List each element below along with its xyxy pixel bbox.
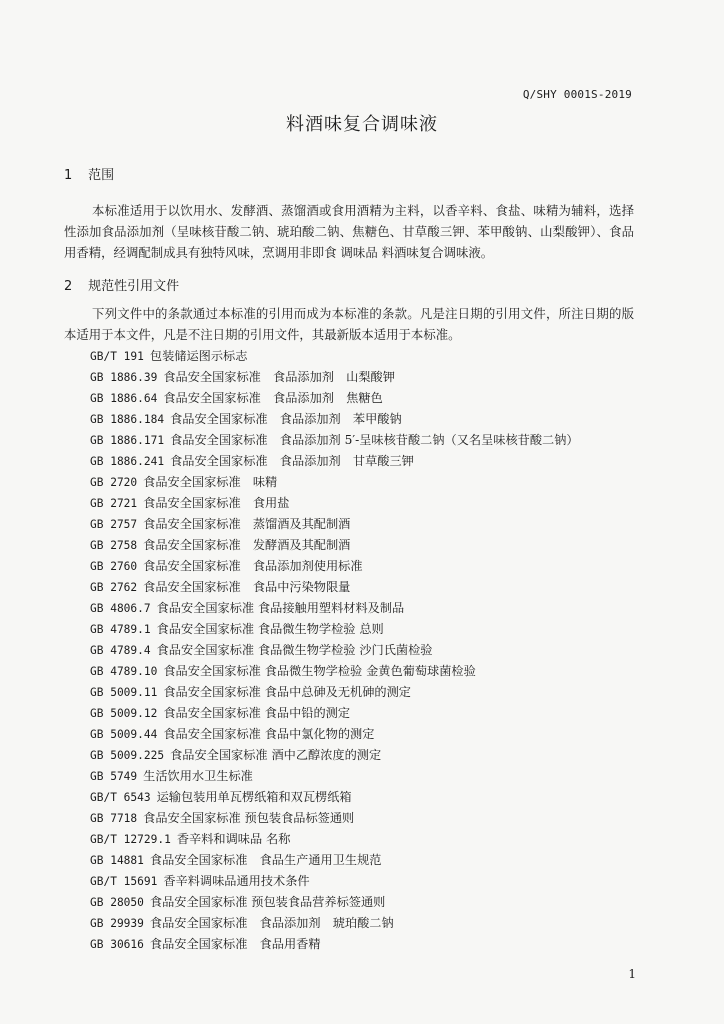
reference-item [90, 367, 650, 388]
reference-code: GB 5009.44 [90, 728, 158, 741]
reference-code: GB/T 191 [90, 350, 144, 363]
reference-code: GB 2720 [90, 476, 138, 489]
reference-code: GB 1886.241 [90, 455, 165, 468]
reference-item [90, 787, 650, 808]
reference-title: 食品安全国家标准 食品添加剂 琥珀酸二钠 [149, 916, 394, 930]
reference-item [90, 619, 650, 640]
reference-title: 食品安全国家标准 食用盐 [143, 496, 290, 510]
reference-item [90, 808, 650, 829]
reference-item [90, 766, 650, 787]
section-number: 1 [64, 168, 73, 183]
reference-item [90, 556, 650, 577]
reference-item [90, 850, 650, 871]
reference-title: 食品安全国家标准 食品添加剂 甘草酸三钾 [170, 454, 414, 468]
reference-item [90, 409, 650, 430]
reference-code: GB 1886.184 [90, 413, 165, 426]
reference-code: GB 4806.7 [90, 602, 151, 615]
reference-title: 香辛料和调味品 名称 [176, 832, 291, 846]
reference-item [90, 745, 650, 766]
reference-code: GB 5009.12 [90, 707, 158, 720]
reference-title: 食品安全国家标准 预包装食品标签通则 [143, 811, 355, 825]
reference-item [90, 934, 650, 955]
reference-code: GB 2762 [90, 581, 138, 594]
reference-item [90, 514, 650, 535]
reference-item [90, 493, 650, 514]
reference-code: GB/T 6543 [90, 791, 151, 804]
reference-item [90, 640, 650, 661]
reference-title: 生活饮用水卫生标准 [143, 769, 253, 783]
reference-title: 食品安全国家标准 食品添加剂 焦糖色 [163, 391, 383, 405]
reference-code: GB 28050 [90, 896, 144, 909]
reference-title: 食品安全国家标准 食品微生物学检验 沙门氏菌检验 [156, 643, 433, 657]
reference-title: 食品安全国家标准 食品添加剂使用标准 [143, 559, 363, 573]
page-number: 1 [628, 967, 636, 981]
section-title: 规范性引用文件 [88, 279, 180, 294]
document-title: 料酒味复合调味液 [286, 114, 438, 135]
reference-item [90, 472, 650, 493]
reference-item [90, 346, 650, 367]
reference-title: 食品安全国家标准 味精 [143, 475, 278, 489]
reference-title: 食品安全国家标准 食品微生物学检验 金黄色葡萄球菌检验 [163, 664, 476, 678]
reference-title: 食品安全国家标准 食品接触用塑料材料及制品 [156, 601, 405, 615]
reference-item [90, 430, 650, 451]
reference-code: GB 1886.39 [90, 371, 158, 384]
reference-title: 包装储运图示标志 [149, 349, 248, 363]
reference-code: GB 4789.1 [90, 623, 151, 636]
reference-code: GB 7718 [90, 812, 138, 825]
reference-code: GB 4789.4 [90, 644, 151, 657]
reference-item [90, 724, 650, 745]
reference-title: 食品安全国家标准 食品添加剂 山梨酸钾 [163, 370, 395, 384]
references-paragraph: 下列文件中的条款通过本标准的引用而成为本标准的条款。凡是注日期的引用文件，所注日期的版本适用于本文件，凡是不注日期的引用文件，其最新版本适用于本标准。 [64, 306, 634, 342]
reference-item [90, 451, 650, 472]
reference-title: 食品安全国家标准 蒸馏酒及其配制酒 [143, 517, 351, 531]
reference-code: GB/T 15691 [90, 875, 158, 888]
section-heading-references [64, 275, 179, 294]
reference-code: GB 5009.11 [90, 686, 158, 699]
reference-code: GB 30616 [90, 938, 144, 951]
reference-title: 食品安全国家标准 食品中氯化物的测定 [163, 727, 375, 741]
reference-code: GB 2757 [90, 518, 138, 531]
reference-item [90, 577, 650, 598]
reference-item [90, 598, 650, 619]
reference-code: GB/T 12729.1 [90, 833, 171, 846]
reference-code: GB 5009.225 [90, 749, 165, 762]
reference-list [90, 346, 650, 955]
reference-title: 食品安全国家标准 食品中污染物限量 [143, 580, 351, 594]
reference-title: 食品安全国家标准 食品添加剂 苯甲酸钠 [170, 412, 402, 426]
reference-title: 食品安全国家标准 发酵酒及其配制酒 [143, 538, 351, 552]
scope-paragraph: 本标准适用于以饮用水、发酵酒、蒸馏酒或食用酒精为主料，以香辛料、食盐、味精为辅料，选择性添加食品添加剂（呈味核苷酸二钠、琥珀酸二钠、焦糖色、甘草酸三钾、苯甲酸钠、山梨酸钾）、食品用香精，经调配制成具有独特风味，烹调用非即食 调味品 料酒味复合调味液。 [64, 203, 634, 260]
reference-item [90, 682, 650, 703]
reference-title: 食品安全国家标准 预包装食品营养标签通则 [149, 895, 386, 909]
reference-item [90, 829, 650, 850]
reference-item [90, 892, 650, 913]
reference-title: 食品安全国家标准 食品中总砷及无机砷的测定 [163, 685, 411, 699]
reference-code: GB 1886.64 [90, 392, 158, 405]
reference-item [90, 871, 650, 892]
reference-item [90, 703, 650, 724]
reference-code: GB 14881 [90, 854, 144, 867]
reference-title: 食品安全国家标准 食品添加剂 5′-呈味核苷酸二钠（又名呈味核苷酸二钠） [170, 433, 579, 447]
section-number: 2 [64, 279, 73, 294]
reference-title: 食品安全国家标准 酒中乙醇浓度的测定 [170, 748, 382, 762]
section-title: 范围 [88, 168, 115, 183]
reference-item [90, 661, 650, 682]
reference-code: GB 29939 [90, 917, 144, 930]
reference-item [90, 388, 650, 409]
reference-code: GB 5749 [90, 770, 138, 783]
reference-code: GB 2760 [90, 560, 138, 573]
standard-code: Q/SHY 0001S-2019 [522, 88, 632, 101]
reference-code: GB 2758 [90, 539, 138, 552]
reference-title: 食品安全国家标准 食品生产通用卫生规范 [149, 853, 382, 867]
reference-code: GB 4789.10 [90, 665, 158, 678]
reference-title: 食品安全国家标准 食品中铅的测定 [163, 706, 351, 720]
reference-item [90, 913, 650, 934]
section-heading-scope [64, 164, 114, 183]
reference-code: GB 2721 [90, 497, 138, 510]
reference-title: 运输包装用单瓦楞纸箱和双瓦楞纸箱 [156, 790, 352, 804]
reference-item [90, 535, 650, 556]
reference-title: 香辛料调味品通用技术条件 [163, 874, 310, 888]
reference-title: 食品安全国家标准 食品用香精 [149, 937, 321, 951]
reference-title: 食品安全国家标准 食品微生物学检验 总则 [156, 622, 384, 636]
reference-code: GB 1886.171 [90, 434, 165, 447]
